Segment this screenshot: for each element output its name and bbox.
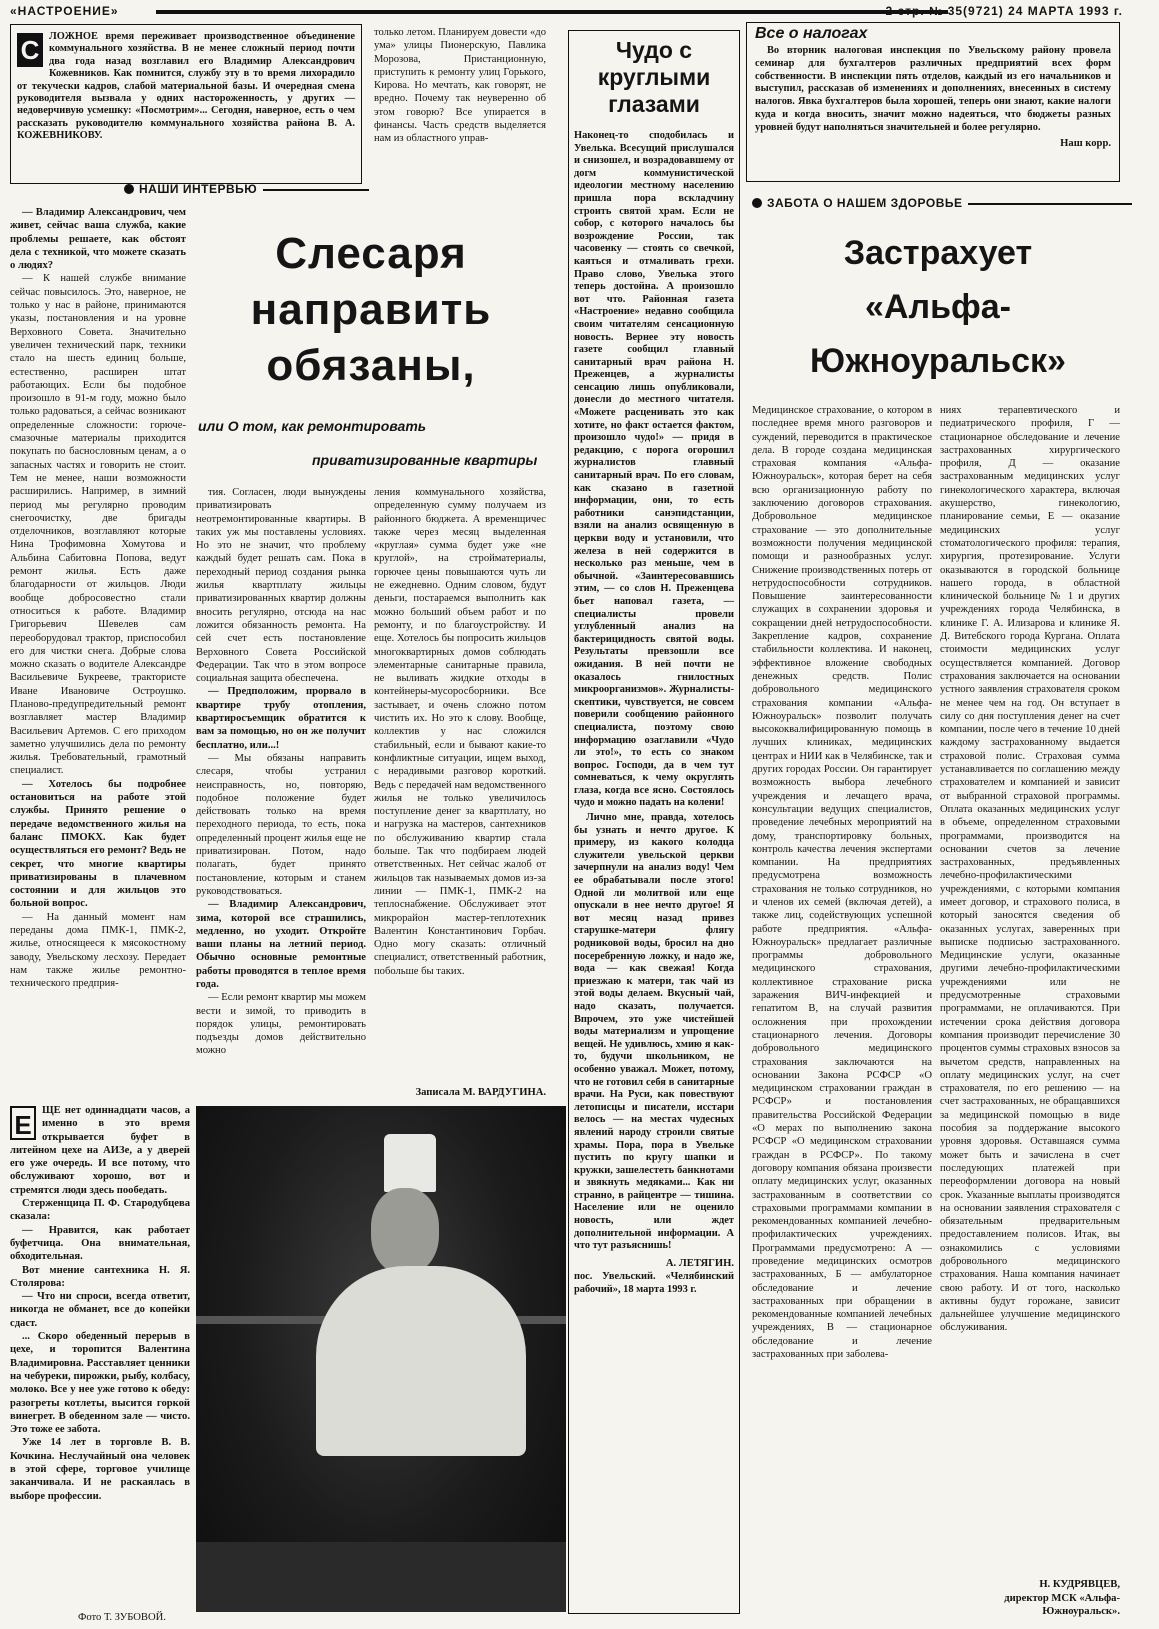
interview-question-1: — Владимир Александрович, чем живет, сейчас ваша служба, какие проблемы решаете, как обстоят дела с техникой, что можете сказать о людях? (10, 207, 186, 272)
buffet-photo (196, 1106, 566, 1612)
insurance-signature-name: Н. КУДРЯВЦЕВ, (1039, 1579, 1120, 1590)
interview-answer-2: — На данный момент нам переданы дома ПМК-1, ПМК-2, жилье, относящееся к мясокостному заводу, Увельскому лесхозу. Передает нам также жилье ремонтно-технического предприя- (10, 911, 186, 990)
interview-question-2: — Хотелось бы подробнее остановиться на работе этой службы. Принято решение о передаче ведомственного жилья на баланс ПМОКХ. Как будет осуществляться его ремонт? Ведь не секрет, что многие квартиры приватизированы в плачевном состоянии и для жильцов это больной вопрос. (10, 778, 186, 910)
interview-rubric (124, 182, 369, 196)
insurance-headline: Застрахует «Альфа-Южноуральск» (810, 234, 1066, 380)
interview-question-3: — Предположим, прорвало в квартире трубу отопления, квартиросъемщик обратится к вам за помощью, но он же получит бесплатно, или...! (196, 686, 366, 751)
buffet-quote-1-author: Стерженщица П. Ф. Стародубцева сказала: (10, 1198, 190, 1223)
miracle-source: пос. Увельский. «Челябинский рабочий», 18 марта 1993 г. (574, 1271, 734, 1296)
interview-answer-4: — Мы обязаны направить слесаря, чтобы устранил неисправность, но, повторяю, подобное положение будет действовать только на время переходного периода, то есть, пока определенный процент жилья еще не приватизирован. Потом, надо полагать, будет принято постановление, которым и станем руководствоваться. (196, 752, 366, 897)
buffet-quote-2: — Что ни спроси, всегда ответит, никогда не обманет, все до копейки сдаст. (10, 1291, 190, 1329)
buffet-quote-2-author: Вот мнение сантехника Н. Я. Столярова: (10, 1264, 190, 1289)
photo-face (371, 1188, 439, 1274)
interview-column-1 (10, 206, 186, 1102)
paper-name: «НАСТРОЕНИЕ» (10, 4, 119, 18)
taxes-title: Все о налогах (755, 25, 868, 42)
buffet-text: ... Скоро обеденный перерыв в цехе, и торопится Валентина Владимировна. Расставляет ценники на чебуреки, пирожки, рыбу, колбасу, молоко. Все у нее уже готово к обеду: разогреты котлеты, высится горкой винегрет. В обеденном зале — чисто. Это тоже ее забота. (10, 1331, 190, 1436)
rubric-dot-icon (752, 198, 762, 208)
taxes-text: Во вторник налоговая инспекция по Увельскому району провела семинар для бухгалтеров различных предприятий всех форм собственности. В инспекции пять отделов, каждый из его начальников и выступил, рассказав об изменениях и дополнениях, внесенных в систему налогов. Явка бухгалтеров была хорошей, теперь они знают, какие налоги куда и когда вносить, значит можно надеяться, что бюджеты разных уровней будут наполняться значительней и более регулярно. (755, 45, 1111, 133)
interview-question-4: — Владимир Александрович, зима, которой все страшились, медленно, но уходит. Откройте ваши планы на летний период. Обычно основные ремонтные работы проводятся в теплое время года. (196, 899, 366, 990)
interview-intro-text: ЛОЖНОЕ время переживает производственное объединение коммунального хозяйства. В не менее сложный период почти два года назад возглавил его Владимир Александрович Кожевников. Как помнится, службу эту в то время лихорадило от текучески кадров, слабой материальной базы. И очередная смена руководителя вызвала у одних настороженность, у других — недоверчивую усмешку: «Посмотрим»... Сегодня, наверное, есть о чем рассказать руководителю коммунального хозяйства района В. А. КОЖЕВНИКОВУ. (17, 31, 355, 142)
interview-subtitle-2: приватизированные квартиры (312, 452, 538, 468)
buffet-quote-1: — Нравится, как работает буфетчица. Она внимательная, обходительная. (10, 1224, 190, 1263)
miracle-headline: Чудо с круглыми глазами (597, 37, 711, 117)
interview-dropcap: С (17, 33, 43, 67)
photo-counter (196, 1542, 566, 1612)
interview-answer-5: — Если ремонт квартир мы можем вести и зимой, то приводить в порядок улицы, ремонтировать подъезды домов действительно можно (196, 992, 366, 1057)
buffet-article (10, 1104, 190, 1616)
interview-answer-1: — К нашей службе внимание сейчас повысилось. Это, наверное, не только у нас в районе, принимаются указы, постановления и на уровне Верховного Совета. Значительно увеличен технический парк, техники стало на шесть единиц больше, естественно, расширен штат работающих. Если бы подобное произошло в 91-м году, можно было только радоваться, а сейчас возникают определенные сложности: горюче-смазочные материалы приходится покупать по баснословным ценам, а о запасных частях и говорить не стоит. Тем не менее, наши возможности расширились. Например, в зимний период мы регулярно проводим снегоочистку, две бригады отделочников, возглавляют которые Нина Трофимовна Хомутова и Альбина Сабитовна Попова, ведут ремонт жилья. Есть даже благодарности от жильцов. Люди вообще добросовестно стали относиться к работе. Владимир Григорьевич Шевелев сам переоборудовал трактор, приспособил его для чистки снега. Добрые слова можно сказать о водителе Александре Васильевиче Букрееве, трактористе Иване Ивановиче Остроушко. Планово-предупредительный ремонт возглавляет мастер Владимир Васильевич Артемов. С его приходом заметно улучшились дела по ремонту жилья. Требовательный, грамотный специалист. (10, 273, 186, 777)
interview-signature: Записала М. ВАРДУГИНА. (415, 1087, 546, 1098)
photo-credit: Фото Т. ЗУБОВОЙ. (78, 1612, 166, 1623)
buffet-intro: ЩЕ нет одиннадцати часов, а именно в это время открывается буфет в литейном цехе на АИЗе, а у дверей его уже очередь. И все потому, что обслуживают хорошо, вот и стремятся люди здесь пообедать. (10, 1105, 190, 1196)
interview-top-text: только летом. Планируем довести «до ума» улицы Пионерскую, Павлика Морозова, Пристанционную, приступить к ремонту улиц Горького, Кирова. Но мечтать, как говорят, не вредно. Почему так неуверенно об этом говорю? Все упирается в финансы. Часть средств выделяется нам из областного управ- (374, 27, 546, 145)
taxes-box (746, 22, 1120, 182)
interview-headline: Слесаря направить обязаны, (250, 229, 492, 390)
miracle-signature: А. ЛЕТЯГИН. (665, 1257, 734, 1269)
rubric-rule (968, 203, 1132, 205)
interview-column-2 (196, 486, 366, 1098)
interview-answer-3: тия. Согласен, люди вынуждены приватизировать неотремонтированные квартиры. В таких уж мы поставлены условиях. Но это не значит, что проблему каждый будет решать сам. Пока в переходный период создания рынка жилья квартплату жильцы приватизированных квартир должны вносить регулярно, отсюда на нас ложится обязанность ремонта. На сей счет есть постановление Верховного Совета Российской Федерации. Так что в этом вопросе социальная защита обеспечена. (196, 487, 366, 685)
insurance-column-1: Медицинское страхование, о котором в последнее время много разговоров и суждений, переводится в практическое дела. В городе создана медицинская страховая компания «Альфа-Южноуральск», которая берет на себя всю организационную работу по заключению договоров страхования. Добровольное медицинское страхование — это дополнительные возможности получения медицинской помощи и разнообразных услуг. Снижение производственных потерь от нетрудоспособности сотрудников. Повышение заинтересованности служащих в сохранении здоровья и сокращении дней нетрудоспособности. Закрепление кадров, сохранение стабильности коллектива. И наконец, эффективное вложение свободных денежных средств. Полис добровольного медицинского страхования компании «Альфа-Южноуральск» позволит получать высококвалифицированную помощь в лучших клиниках, медицинских центрах и НИИ как в Челябинске, так и других городах России. Он гарантирует возможность выбора лечебного учреждения и лечащего врача, консультации ведущих специалистов, проведение лечебных мероприятий на дому, транспортировку больных, контроль качества лечения экспертами компании. На предприятиях предусмотрена возможность страхования не только сотрудников, но и членов их семей (включая детей), а также лиц, содействующих успешной работе предприятия. «Альфа-Южноуральск» предлагает различные программы добровольного медицинского страхования, коллективное страхование риска заражения ВИЧ-инфекцией и гепатитом В, на случай развития осложнения при прохождении стационарного лечения. Договоры добровольного медицинского страхования заключаются на основании Закона РСФСР «О медицинском страховании граждан в РСФСР» и постановления правительства Российской Федерации «О мерах по выполнению закона РСФСР «О медицинском страховании граждан в РСФСР». По такому договору компания обязана произвести оплату медицинских услуг, оказанных застрахованным в соответствии со страховыми программами компании в рекомендованных компанией лечебно-профилактических учреждениях. Программами предусмотрено: А — проведение медицинских осмотров застрахованных, Б — амбулаторное обследование и лечение застрахованных при обращении в рекомендованные компанией лечебных учреждениях, В — стационарное обследование и лечение застрахованных при заболева- (752, 405, 932, 1361)
insurance-signature-title: директор МСК «Альфа-Южноуральск». (1004, 1593, 1120, 1618)
issue-line: 2 стр. № 35(9721) 24 МАРТА 1993 г. (885, 4, 1123, 18)
miracle-text-2: Лично мне, правда, хотелось бы узнать и нечто другое. К примеру, из какого колодца служители увельской церкви зачерпнули на анализ воду! Чем ее обрабатывали после этого! Одной ли молитвой или еще опускали в нее нечто другое! Я вот месяц назад привез старушке-матери флягу родниковой воды, бросил на дно посеребренную ложку, и надо же, вода — как свежая! Когда приезжаю к матери, так чай из этой воды делаем. Вкусный чай, надо сказать, получается. Впрочем, это уже чистейшей воды материализм и упрощение вещей. Не удивлюсь, хмию я как-то, будучи школьником, не особенно уважал. Может, потому, что не готовил себя в санитарные врачи. На Руси, как повествуют летописцы и писатели, исстари велось — на местах чудесных явлений народу строили святые храмы. Пора, пора в Увельке пустить по кругу шапки и кружки, зашелестеть банкнотами и звякнуть медяками... Как ни странно, в райцентре — тишина. Население или не оценило новость, или ждет дополнительной информации. А что тут разъяснишь! (574, 812, 734, 1252)
insurance-column-2: ниях терапевтического и педиатрического профиля, Г — стационарное обследование и лечение застрахованных хирургического профиля, Д — оказание застрахованным медицинских услуг гинекологического характера, включая акушерство, гинекологию, планирование семьи, Е — оказание медицинских услуг стоматологического профиля: терапия, хирургия, протезирование. Услуги оказываются в городской больнице нашего города, в областной клинической больнице № 1 и других учреждениях города Челябинска, в клинике Г. А. Илизарова и клинике Я. Д. Витебского города Кургана. Оплата стоимости медицинских услуг осуществляется компанией. Договор страхования заключается на основании устного заявления страхователя сроком не менее чем на год. Он вступает в силу со дня поступления денег на счет компании, после чего в течение 10 дней каждому застрахованному выдается страховой полис. Страховая сумма устанавливается по соглашению между страхователем и компанией и зависит от выбранной страховой программы. Оплата оказанных медицинских услуг в объеме, определенном страховыми программами, производится на основании счетов за лечение застрахованных, предъявленных лечебно-профилактическими учреждениями, с которыми компания имеет договор, и страхового полиса, в который заносятся сведения об оказанных услугах, заверенных при выписке подписью застрахованного. Медицинские услуги, оказанные другими лечебно-профилактическими учреждениями или не предусмотренные страховыми программами, не оплачиваются. При истечении срока действия договора компания производит перечисление 30 процентов суммы страховых взносов за вычетом средств, направленных на оплату медицинских услуг, на счет страхователя, по его решению — на счет застрахованных, не обращавшихся за медицинской помощью в виде пособия за поддержание высокого уровня здоровья. Оставшаяся сумма может быть и зачислена в счет последующих платежей при переоформлении договора на новый срок. Указанные выплаты производятся на основании заявления страхователя с обязательным предварительным предоставлением полисов. Итак, вы ознакомились с условиями добровольного медицинского страхования. Наша компания начинает свою работу. И от того, насколько активны будут горожане, зависит дальнейшее улучшение медицинского обслуживания. (940, 405, 1120, 1334)
rubric-rule (263, 189, 369, 191)
interview-intro-box (10, 24, 362, 184)
taxes-signature: Наш корр. (1060, 137, 1111, 149)
insurance-rubric (752, 196, 1132, 210)
masthead-rule (156, 10, 948, 14)
insurance-rubric-label: ЗАБОТА О НАШЕМ ЗДОРОВЬЕ (767, 196, 963, 210)
interview-subtitle-1: или О том, как ремонтировать (198, 418, 427, 434)
rubric-dot-icon (124, 184, 134, 194)
miracle-article (568, 30, 740, 1614)
photo-white-coat (316, 1266, 526, 1456)
photo-chef-hat (384, 1134, 436, 1192)
buffet-dropcap: Е (10, 1106, 36, 1140)
buffet-text-2: Уже 14 лет в торговле В. В. Кочкина. Неслучайный она человек в этой сфере, торговое училище заканчивала. И не раскаялась в выборе профессии. (10, 1437, 190, 1502)
interview-column-3: ления коммунального хозяйства, определенную сумму получаем из районного бюджета. А временщичес также через месяц выделенная «круглая» сумма будет уже «не круглой», на стройматериалы, горючее цены повышаются чуть ли не ежедневно. Одним словом, будут деньги, постараемся выполнить как можно больший объем работ и по ремонту, и по благоустройству. И еще. Хотелось бы попросить жильцов многоквартирных домов соблюдать элементарные санитарные правила, не выливать жидкие отходы в контейнеры-мусоросборники. Все застывает, и очень сложно потом чистить их. Но это к слову. Вообще, коллектив у нас сложился стабильный, если и бывают какие-то конфликтные ситуации, ищем выход, с нерадивыми разговор короткий. Ведь с передачей нам ведомственного жилья не только увеличилось поступление денег за квартплату, но и нагрузка на мастеров, сантехников по обслуживанию квартир стала больше. Так что подбираем людей ответственных. Нет сейчас жалоб от жильцов так называемых домов из-за линии — ПМК-1, ПМК-2 на теплоснабжение. Обслуживает этот микрорайон мастер-теплотехник Валентин Константинович Горбач. Одно могу сказать: отличный специалист, ответственный работник, побольше бы таких. (374, 487, 546, 977)
interview-rubric-label: НАШИ ИНТЕРВЬЮ (139, 182, 258, 196)
miracle-text: Наконец-то сподобилась и Увелька. Всесущий прислушался и снизошел, и возрадовавшему от догм коммунистической идеологии местному населению пришла пора вскладчину строить святой храм. Если не собор, с которого началось бы возрождение России, так часовенку — стоять со свечкой, каяться и отмаливать грехи. Право слово, Увелька этого теперь достойна. А произошло вот что. Районная газета «Настроение» недавно сообщила своим читателям сенсационную новость. Вернее эту новость газете сообщил главный санитарный врач района Н. Преженцев, а журналисты сенсацию лишь опубликовали, донесли до местного читателя. «Можете расценивать это как хотите, но факт остается фактом, произошло чудо!» — придя в редакцию, с порога огорошил журналистов главный санитарный врач. По его словам, как сказано в газетной информации, они, то есть работники санэпидстанции, взяли на анализ освященную в церкви воду и установили, что железа в ней содержится в несколько раз меньше, чем в обычной. «Заинтересовавшись этим, — со слов Н. Преженцева бьет наповал газета, — специалисты провели углубленный анализ на бактерицидность святой воды. Результаты превзошли все ожидания. В ней почти не оказалось гнилостных микроорганизмов». Журналисты-скептики, чувствуется, не совсем поверили сообщению районного специалиста, поэтому свою информацию озаглавили «Чудо ли это!», то есть со знаком вопрос. Господи, да в чем тут сомневаться, к чему округлять глаза, когда все ясно. Состоялось чудо и можно падать на колени! (574, 130, 734, 809)
